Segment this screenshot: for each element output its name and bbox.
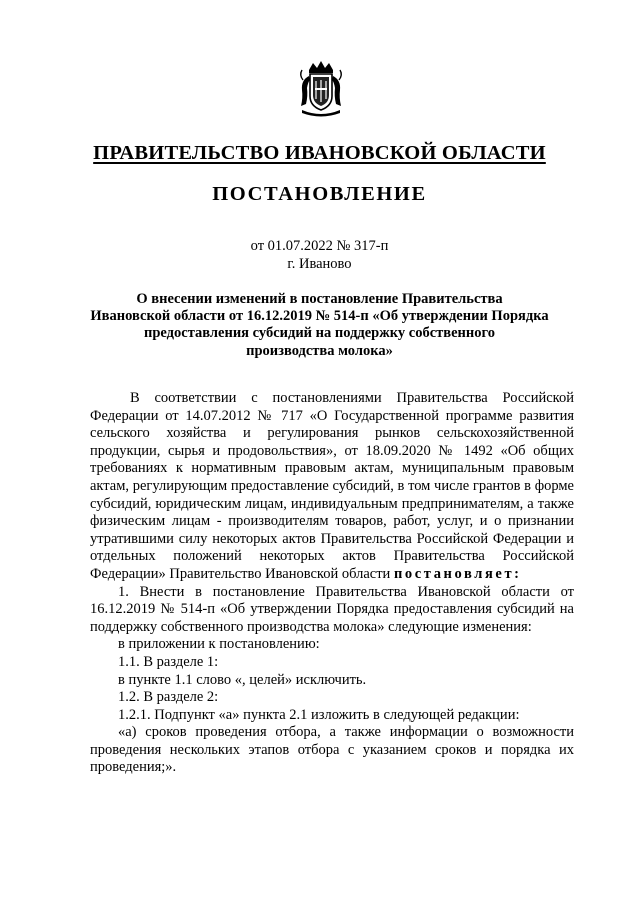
subject-line: предоставления субсидий на поддержку собственного [144,325,495,342]
annex-paragraph: в приложении к постановлению: [118,636,320,653]
subject-line: производства молока» [246,342,393,359]
quoted-subparagraph: «а) сроков проведения отбора, а также информации о возможности проведения нескольких этапов отбора с указанием сроков и порядка их проведения;». [90,724,574,776]
resolves-word: постановляет: [393,565,522,582]
government-title: ПРАВИТЕЛЬСТВО ИВАНОВСКОЙ ОБЛАСТИ [93,142,546,164]
item-1-paragraph: 1. Внести в постановление Правительства Ивановской области от 16.12.2019 № 514-п «Об утверждении Порядка предоставления субсидий на поддержку собственного производства молока» следующие изменения: [90,583,574,635]
section-1-1-heading: 1.1. В разделе 1: [118,653,219,670]
document-date-number: от 01.07.2022 № 317-п [250,238,389,254]
document-city: г. Иваново [287,256,352,272]
section-1-2-1-text: 1.2.1. Подпункт «а» пункта 2.1 изложить в следующей редакции: [118,706,520,723]
document-type: ПОСТАНОВЛЕНИЕ [212,183,427,205]
coat-of-arms-icon [298,60,344,118]
section-1-2-heading: 1.2. В разделе 2: [118,689,219,706]
preamble-text: В соответствии с постановлениями Правительства Российской Федерации от 14.07.2012 № 717 «О Государственной программе развития сельского хозяйства и регулирования рынков сельскохозяйственной продукции, сырья и продовольствия», от 18.09.2020 № 1492 «Об общих требованиях к нормативным правовым актам, муниципальным правовым актам, регулирующим предоставление субсидий, в том числе грантов в форме субсидий, юридическим лицам, индивидуальным предпринимателям, а также физическим лицам - производителям товаров, работ, услуг, и о признании утратившими силу некоторых актов Правительства Российской Федерации и отдельных положений некоторых актов Правительства Российской Федерации» Правительство Ивановской области [90,390,574,582]
section-1-1-text: в пункте 1.1 слово «, целей» исключить. [118,671,367,688]
preamble-paragraph [90,390,574,584]
document-body [90,390,574,777]
document-subject [70,291,569,360]
subject-line: О внесении изменений в постановление Правительства [136,291,503,307]
subject-line: Ивановской области от 16.12.2019 № 514-п «Об утверждении Порядка [90,308,549,325]
